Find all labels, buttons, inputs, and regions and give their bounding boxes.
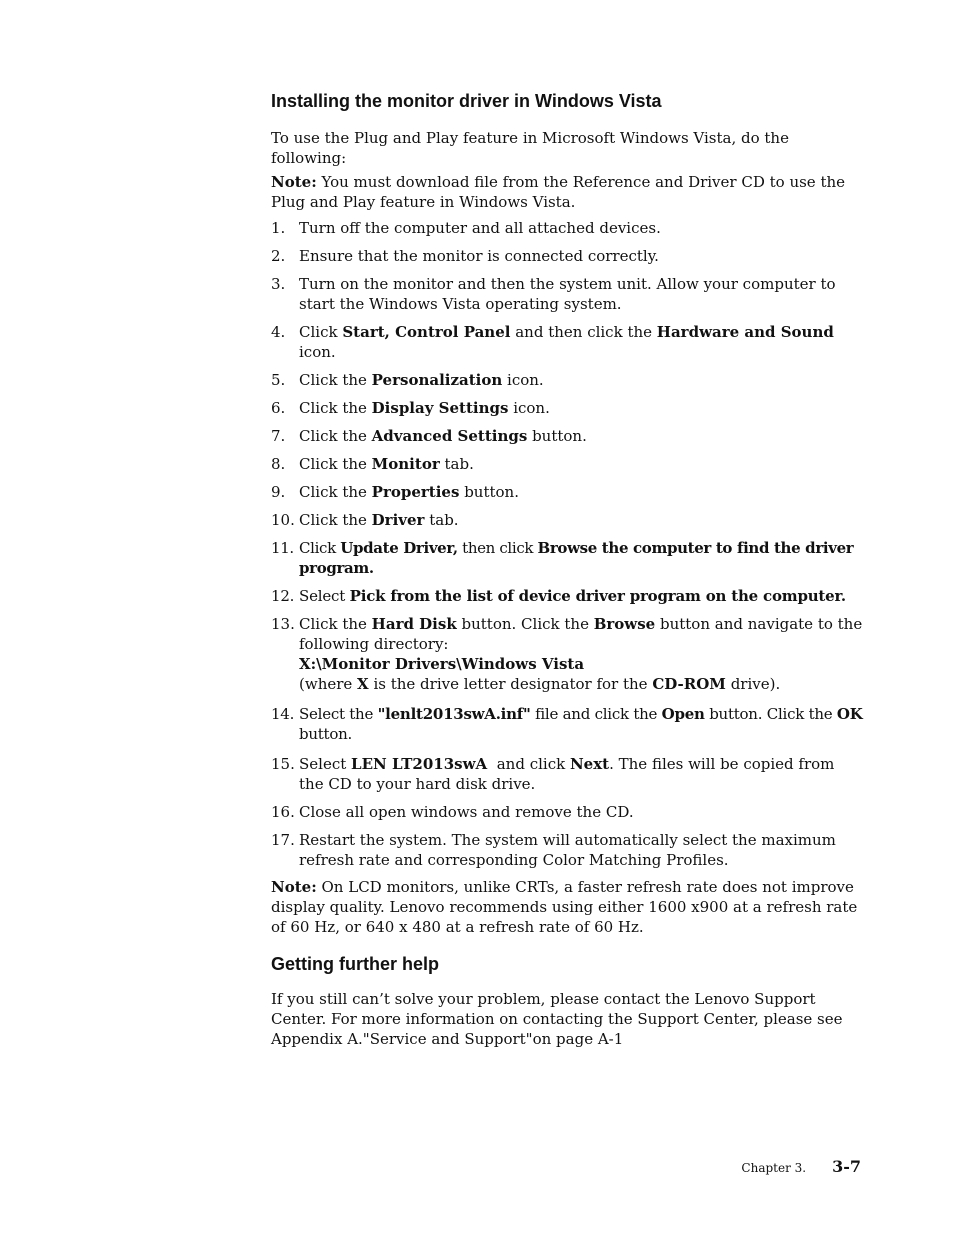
ui-term: Start, Control Panel <box>342 323 511 341</box>
step-text: Turn off the computer and all attached devices. <box>299 219 661 237</box>
chapter-label: Chapter 3. <box>741 1161 807 1175</box>
step-text: Restart the system. The system will automatically select the maximum refresh rate and corresponding Color Matching Profiles. <box>299 831 836 869</box>
step-text: Select the <box>299 705 378 723</box>
step-text: Click the <box>299 371 372 389</box>
step-text: and click <box>487 755 570 773</box>
step-text: button. <box>299 725 353 743</box>
note-label: Note: <box>271 173 317 191</box>
note2-paragraph <box>271 877 863 937</box>
ui-term: Pick from the list of device driver program on the computer. <box>349 587 846 605</box>
step-number: 15. <box>271 755 295 773</box>
step-text: Click the <box>299 483 372 501</box>
list-item <box>271 218 863 238</box>
list-item <box>271 274 863 314</box>
step-text: tab. <box>439 455 474 473</box>
ui-term: Properties <box>371 483 460 501</box>
step-text: Turn on the monitor and then the system unit. Allow your computer to start the Windows Vista operating system. <box>299 275 836 313</box>
section-heading-help: Getting further help <box>271 954 439 974</box>
step-text: Close all open windows and remove the CD. <box>299 803 634 821</box>
step-text: Click the <box>299 511 372 529</box>
ui-term: CD-ROM <box>652 675 726 693</box>
page-number: 3-7 <box>832 1157 861 1176</box>
ui-term: Driver <box>371 511 425 529</box>
step-text: button. <box>459 483 519 501</box>
ui-term: Next <box>569 755 610 773</box>
step-text: then click <box>457 539 538 557</box>
step-text: tab. <box>424 511 459 529</box>
step-text: Click <box>299 323 343 341</box>
step-text: button. <box>527 427 587 445</box>
list-item <box>271 586 863 606</box>
step-number: 10. <box>271 511 295 529</box>
ui-term: Personalization <box>371 371 503 389</box>
step-number: 7. <box>271 427 286 445</box>
step-text: icon. <box>508 399 550 417</box>
list-item <box>271 322 863 362</box>
list-item <box>271 482 863 502</box>
list-item <box>271 370 863 390</box>
list-item <box>271 538 863 578</box>
step-number: 14. <box>271 705 295 723</box>
step-number: 11. <box>271 539 294 557</box>
step-number: 17. <box>271 831 295 849</box>
step-text: button and navigate to the following directory: <box>299 615 863 653</box>
step-text: Ensure that the monitor is connected correctly. <box>299 247 659 265</box>
step-number: 5. <box>271 371 286 389</box>
step-text: button. Click the <box>704 705 837 723</box>
step-text: and then click the <box>510 323 657 341</box>
path-note <box>299 674 863 694</box>
page-footer <box>741 1157 861 1176</box>
ui-term: "lenlt2013swA.inf" <box>377 705 531 723</box>
list-item <box>271 510 863 530</box>
step-number: 8. <box>271 455 286 473</box>
directory-path: X:\Monitor Drivers\Windows Vista <box>299 655 585 673</box>
step-number: 12. <box>271 587 295 605</box>
ui-term: Open <box>661 705 705 723</box>
ui-term: Update Driver, <box>340 539 458 557</box>
ui-term: Display Settings <box>371 399 509 417</box>
ui-term: Monitor <box>371 455 440 473</box>
help-paragraph: If you still can’t solve your problem, please contact the Lenovo Support Center. For more information on contacting the Support Center, please see Appendix A."Service and Support"on page A-1 <box>271 990 843 1048</box>
step-text: drive). <box>725 675 781 693</box>
step-text: (where <box>299 675 358 693</box>
steps-list <box>271 218 863 870</box>
ui-term: Browse <box>593 615 656 633</box>
step-text: . The files will be copied from the CD to your hard disk drive. <box>299 755 835 793</box>
list-item <box>271 454 863 474</box>
step-text: icon. <box>502 371 544 389</box>
step-text: Select <box>299 587 350 605</box>
step-number: 2. <box>271 247 286 265</box>
ui-term: Advanced Settings <box>371 427 528 445</box>
ui-term: X <box>357 675 369 693</box>
step-text: file and click the <box>530 705 662 723</box>
list-item <box>271 426 863 446</box>
note-text: You must download file from the Reference and Driver CD to use the Plug and Play feature in Windows Vista. <box>271 173 846 211</box>
list-item <box>271 754 863 794</box>
step-number: 9. <box>271 483 286 501</box>
step-number: 16. <box>271 803 295 821</box>
step-text: Click <box>299 539 341 557</box>
step-text: icon. <box>299 343 336 361</box>
step-text: Click the <box>299 455 372 473</box>
list-item <box>271 802 863 822</box>
ui-term: LEN LT2013swA <box>351 755 488 773</box>
note-text: On LCD monitors, unlike CRTs, a faster refresh rate does not improve display quality. Lenovo recommends using either 1600 x900 at a refresh rate of 60 Hz, or 640 x 480 at a refresh rate of 60 Hz. <box>271 878 858 936</box>
ui-term: OK <box>836 705 863 723</box>
page-content <box>271 90 863 1049</box>
step-number: 4. <box>271 323 286 341</box>
ui-term: Hard Disk <box>371 615 457 633</box>
list-item <box>271 704 863 744</box>
step-text: Click the <box>299 615 372 633</box>
step-number: 1. <box>271 219 286 237</box>
note-paragraph <box>271 172 863 212</box>
list-item <box>271 398 863 418</box>
note-label: Note: <box>271 878 317 896</box>
ui-term: Browse the computer to find the driver program. <box>299 539 854 577</box>
step-number: 3. <box>271 275 286 293</box>
intro-paragraph: To use the Plug and Play feature in Microsoft Windows Vista, do the following: <box>271 129 789 167</box>
list-item <box>271 614 863 694</box>
list-item <box>271 246 863 266</box>
step-text: is the drive letter designator for the <box>368 675 653 693</box>
step-text: button. Click the <box>456 615 594 633</box>
step-number: 6. <box>271 399 286 417</box>
step-text: Select <box>299 755 352 773</box>
list-item <box>271 830 863 870</box>
step-text: Click the <box>299 399 372 417</box>
ui-term: Hardware and Sound <box>656 323 834 341</box>
step-number: 13. <box>271 615 295 633</box>
section-heading-install: Installing the monitor driver in Windows Vista <box>271 91 662 111</box>
step-text: Click the <box>299 427 372 445</box>
